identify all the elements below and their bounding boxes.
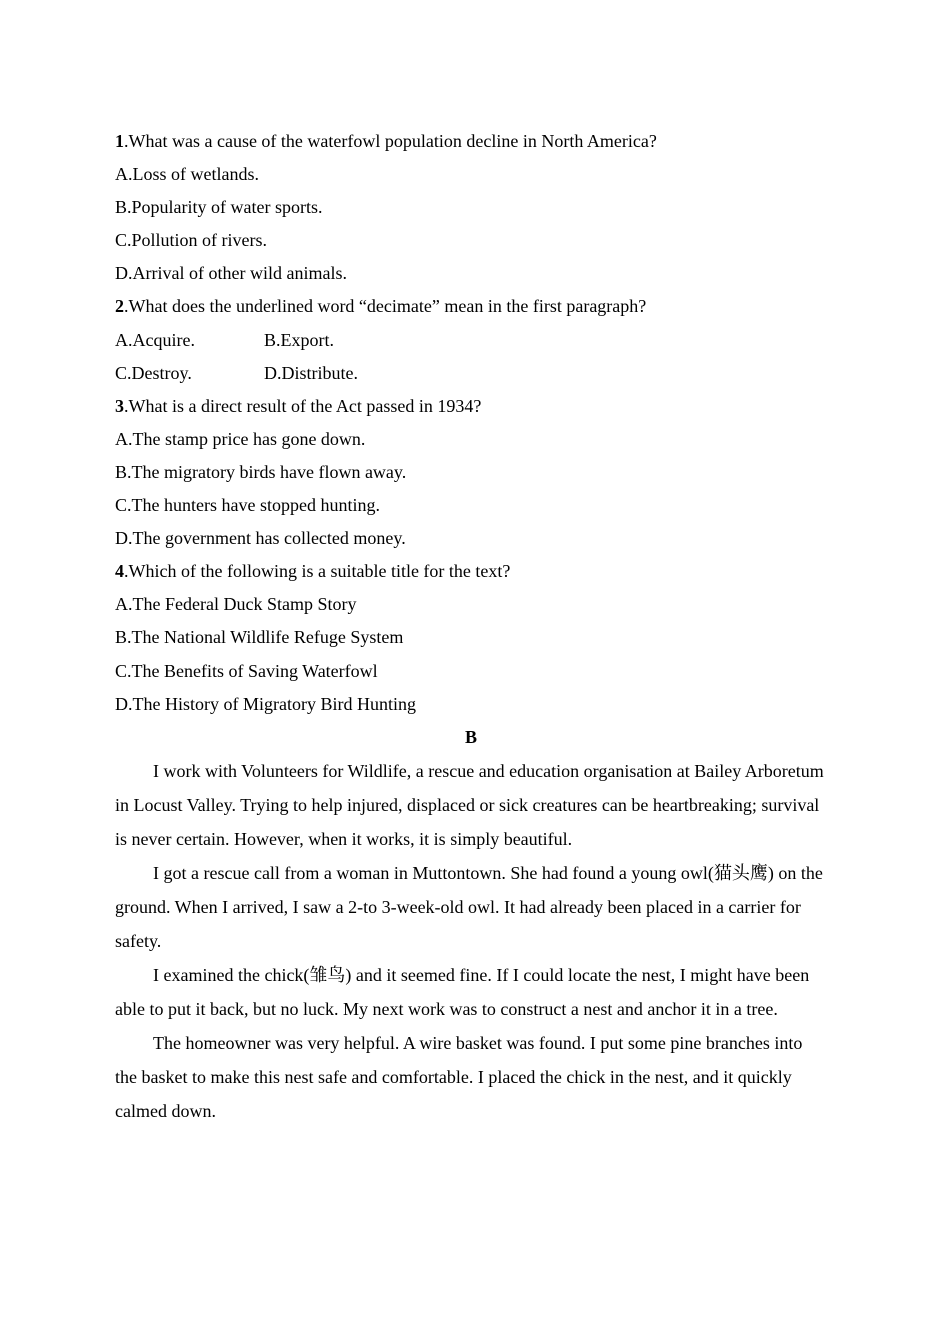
option-row bbox=[115, 325, 827, 358]
paragraph: The homeowner was very helpful. A wire basket was found. I put some pine branches into the basket to make this nest safe and comfortable. I placed the chick in the nest, and it quickly calmed down. bbox=[115, 1032, 803, 1121]
question-text: .What is a direct result of the Act passed in 1934? bbox=[124, 395, 482, 416]
option: D.Distribute. bbox=[264, 362, 358, 383]
paragraph: I work with Volunteers for Wildlife, a rescue and education organisation at Bailey Arboretum in Locust Valley. Trying to help injured, displaced or sick creatures can be heartbreaking; survival is never certain. However, when it works, it is simply beautiful. bbox=[115, 760, 824, 849]
option-row bbox=[115, 358, 827, 391]
option: B.The National Wildlife Refuge System bbox=[115, 627, 404, 648]
option: C.The Benefits of Saving Waterfowl bbox=[115, 660, 378, 681]
option: D.The government has collected money. bbox=[115, 528, 406, 549]
option: C.The hunters have stopped hunting. bbox=[115, 495, 380, 516]
question-3 bbox=[115, 391, 827, 424]
option: A.Acquire. bbox=[115, 329, 195, 350]
question-2 bbox=[115, 291, 827, 324]
question-number: 2 bbox=[115, 296, 124, 317]
question-number: 1 bbox=[115, 131, 124, 151]
option: B.Popularity of water sports. bbox=[115, 197, 323, 218]
question-4 bbox=[115, 556, 827, 589]
question-1 bbox=[115, 126, 827, 159]
question-text: .Which of the following is a suitable title for the text? bbox=[124, 561, 511, 582]
option: A.Loss of wetlands. bbox=[115, 164, 259, 185]
passage bbox=[115, 754, 827, 1128]
option: A.The Federal Duck Stamp Story bbox=[115, 594, 357, 615]
option: A.The stamp price has gone down. bbox=[115, 428, 366, 449]
document-page bbox=[115, 126, 827, 1128]
option: C.Pollution of rivers. bbox=[115, 230, 267, 251]
question-number: 4 bbox=[115, 561, 124, 582]
question-number: 3 bbox=[115, 395, 124, 416]
option: D.The History of Migratory Bird Hunting bbox=[115, 693, 416, 714]
paragraph: I examined the chick(雏鸟) and it seemed fine. If I could locate the nest, I might have been able to put it back, but no luck. My next work was to construct a nest and anchor it in a tree. bbox=[115, 964, 810, 1019]
question-text: .What does the underlined word “decimate” mean in the first paragraph? bbox=[124, 296, 647, 317]
option: C.Destroy. bbox=[115, 362, 192, 383]
option: D.Arrival of other wild animals. bbox=[115, 263, 347, 284]
section-title: B bbox=[464, 726, 477, 747]
option: B.The migratory birds have flown away. bbox=[115, 461, 407, 482]
paragraph: I got a rescue call from a woman in Muttontown. She had found a young owl(猫头鹰) on the ground. When I arrived, I saw a 2-to 3-week-old owl. It had already been placed in a carrier for safety. bbox=[115, 862, 823, 951]
option: B.Export. bbox=[264, 329, 334, 350]
question-text: .What was a cause of the waterfowl population decline in North America? bbox=[124, 131, 657, 151]
